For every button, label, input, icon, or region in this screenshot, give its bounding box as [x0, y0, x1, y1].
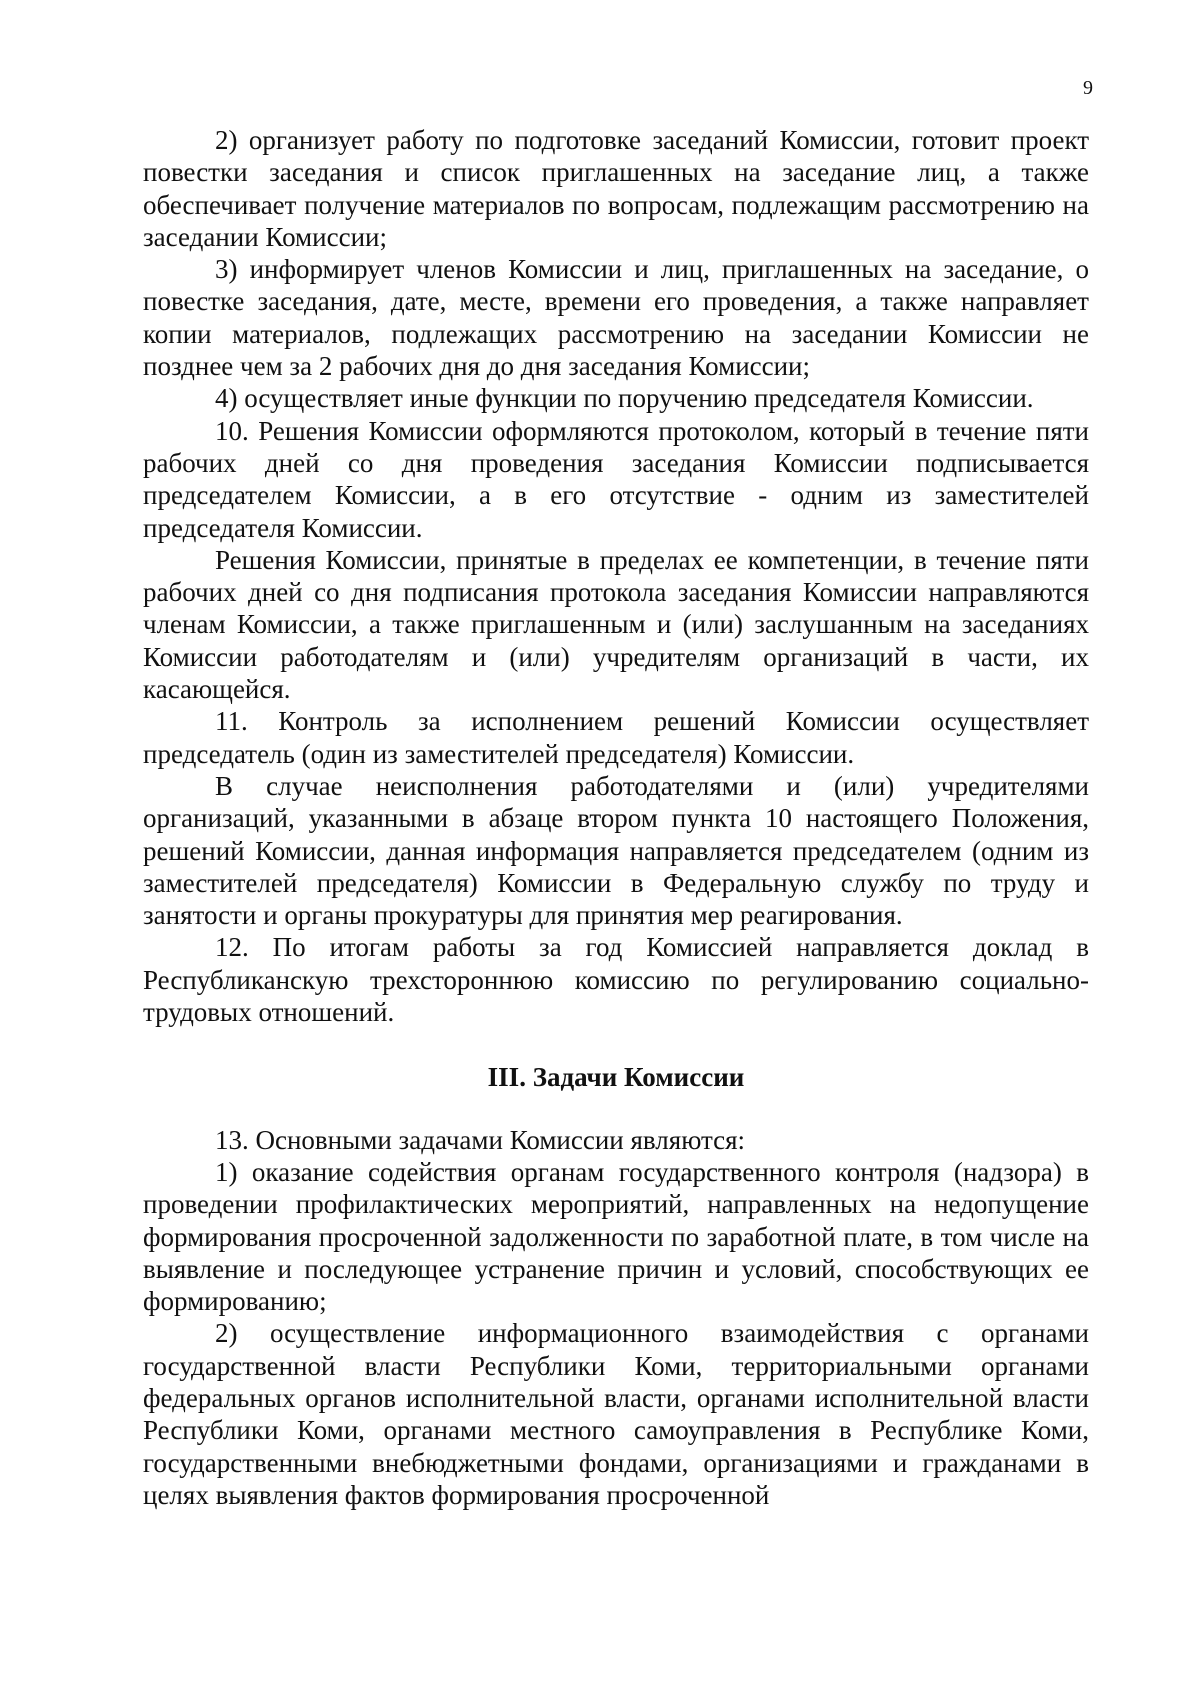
paragraph-4-other-functions: 4) осуществляет иные функции по поручению председателя Комиссии.	[215, 383, 1034, 414]
section-heading: III. Задачи Комиссии	[487, 1062, 745, 1093]
paragraph-2-organizes-work: 2) организует работу по подготовке заседаний Комиссии, готовит проект повестки заседания и список приглашенных на заседание лиц, а также обеспечивает получение материалов по вопросам, подлежащим рассмотрению на заседании Комиссии;	[143, 125, 1089, 252]
paragraph-decisions-sent: Решения Комиссии, принятые в пределах ее компетенции, в течение пяти рабочих дней со дня подписания протокола заседания Комиссии направляются членам Комиссии, а также приглашенным и (или) заслушанным на заседаниях Комиссии работодателям и (или) учредителям организаций в части, их касающейся.	[143, 544, 1089, 705]
paragraph-12-annual-report: 12. По итогам работы за год Комиссией направляется доклад в Республиканскую трехстороннюю комиссию по регулированию социально-трудовых отношений.	[143, 932, 1089, 1028]
document-body	[143, 124, 1089, 1511]
paragraph-task-2-information-exchange: 2) осуществление информационного взаимодействия с органами государственной власти Республики Коми, территориальными органами федеральных органов исполнительной власти, органами исполнительной власти Республики Коми, органами местного самоуправления в Республике Коми, государственными внебюджетными фондами, организациями и гражданами в целях выявления фактов формирования просроченной	[143, 1318, 1089, 1510]
paragraph-task-1-assistance: 1) оказание содействия органам государственного контроля (надзора) в проведении профилактических мероприятий, направленных на недопущение формирования просроченной задолженности по заработной плате, в том числе на выявление и последующее устранение причин и условий, способствующих ее формированию;	[143, 1156, 1089, 1317]
paragraph-non-fulfillment: В случае неисполнения работодателями и (или) учредителями организаций, указанными в абзаце втором пункта 10 настоящего Положения, решений Комиссии, данная информация направляется председателем (одним из заместителей председателя) Комиссии в Федеральную службу по труду и занятости и органы прокуратуры для принятия мер реагирования.	[143, 770, 1089, 931]
paragraph-13-main-tasks: 13. Основными задачами Комиссии являются:	[215, 1124, 746, 1155]
paragraph-3-informs-members: 3) информирует членов Комиссии и лиц, приглашенных на заседание, о повестке заседания, дате, месте, времени его проведения, а также направляет копии материалов, подлежащих рассмотрению на заседании Комиссии не позднее чем за 2 рабочих дня до дня заседания Комиссии;	[143, 254, 1089, 382]
paragraph-11-control: 11. Контроль за исполнением решений Комиссии осуществляет председатель (один из заместителей председателя) Комиссии.	[143, 706, 1089, 769]
page-number: 9	[1083, 77, 1093, 99]
paragraph-10-decisions-protocol: 10. Решения Комиссии оформляются протоколом, который в течение пяти рабочих дней со дня проведения заседания Комиссии подписывается председателем Комиссии, а в его отсутствие - одним из заместителей председателя Комиссии.	[143, 415, 1089, 543]
